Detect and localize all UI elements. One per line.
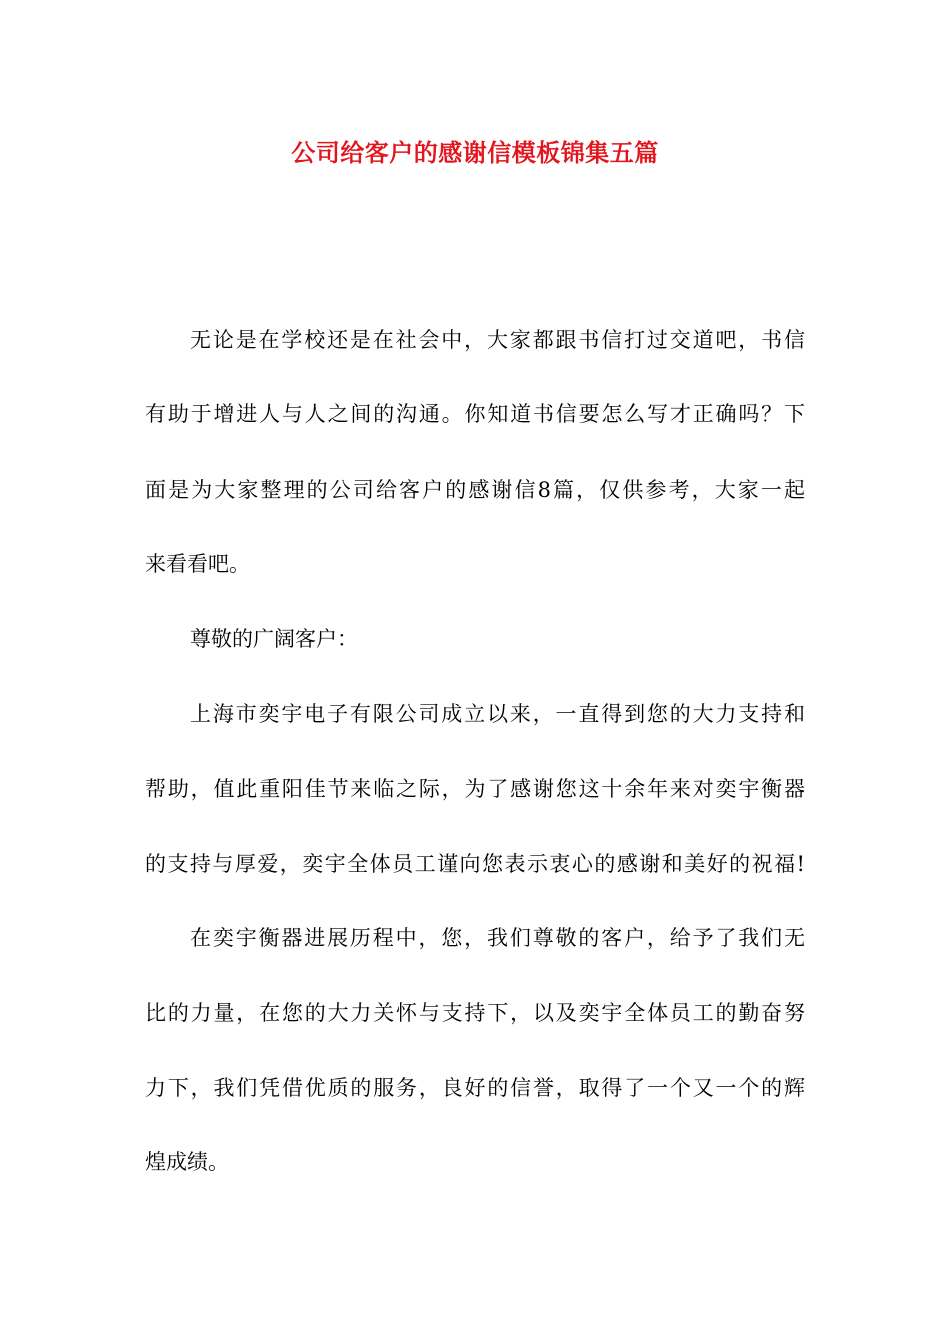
paragraph-line: 在奕宇衡器进展历程中，您，我们尊敬的客户，给予了我们无 [190,926,805,950]
paragraph-line: 比的力量，在您的大力关怀与支持下，以及奕宇全体员工的勤奋努 [145,1001,805,1025]
paragraph-line: 的支持与厚爱，奕宇全体员工谨向您表示衷心的感谢和美好的祝福! [145,852,805,876]
paragraph-line: 有助于增进人与人之间的沟通。你知道书信要怎么写才正确吗？下 [145,402,805,426]
salutation: 尊敬的广阔客户： [190,627,358,651]
paragraph-line: 帮助，值此重阳佳节来临之际，为了感谢您这十余年来对奕宇衡器 [145,777,805,801]
document-title: 公司给客户的感谢信模板锦集五篇 [291,138,659,167]
paragraph-line: 面是为大家整理的公司给客户的感谢信8篇，仅供参考，大家一起 [145,478,805,502]
paragraph-line: 煌成绩。 [145,1150,229,1174]
paragraph-line: 上海市奕宇电子有限公司成立以来，一直得到您的大力支持和 [190,702,805,726]
paragraph-line: 无论是在学校还是在社会中，大家都跟书信打过交道吧，书信 [190,328,805,352]
paragraph-line: 力下，我们凭借优质的服务，良好的信誉，取得了一个又一个的辉 [145,1076,805,1100]
paragraph-line: 来看看吧。 [145,552,250,576]
